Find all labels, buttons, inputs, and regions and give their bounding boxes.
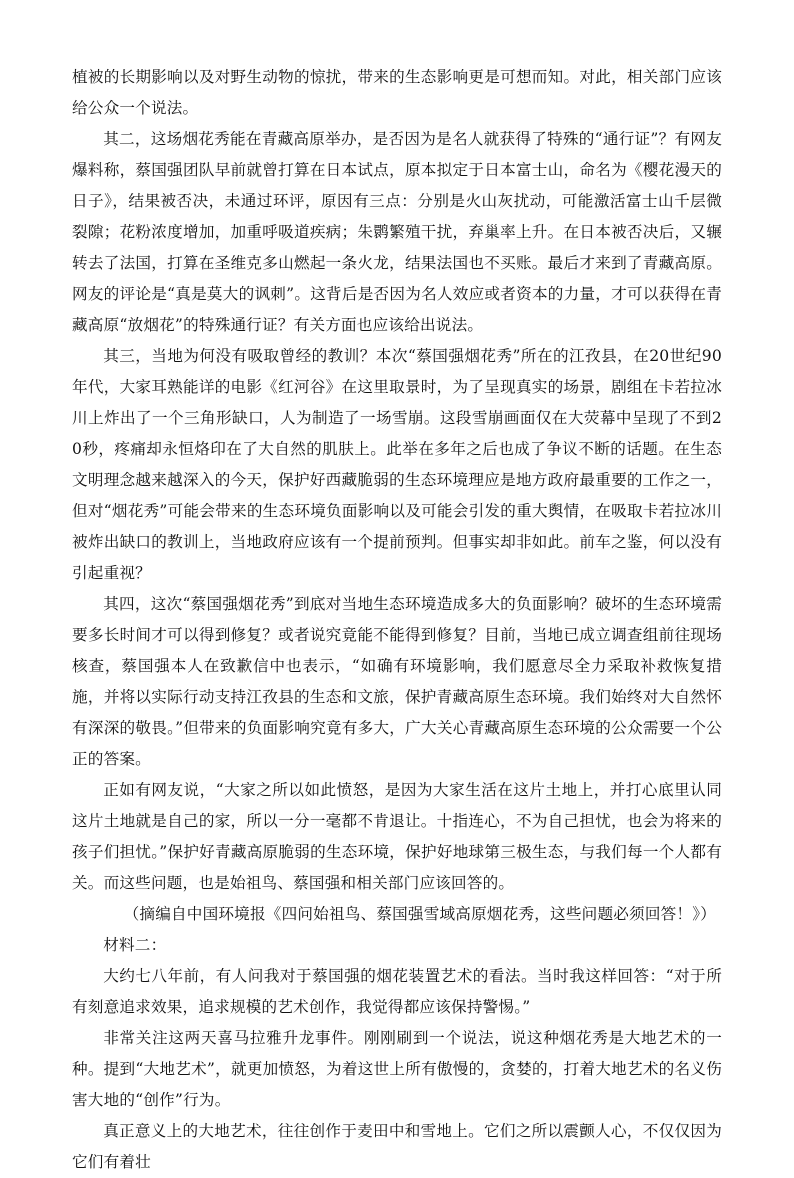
paragraph-material-two-2: 非常关注这两天喜马拉雅升龙事件。刚刚刷到一个说法，说这种烟花秀是大地艺术的一种。提到“大地艺术”，就更加愤怒，为着这世上所有傲慢的，贪婪的，打着大地艺术的名义伤害大地的“创作”行为。: [72, 1029, 722, 1109]
paragraph-continued: 植被的长期影响以及对野生动物的惊扰，带来的生态影响更是可想而知。对此，相关部门应该给公众一个说法。: [72, 68, 722, 117]
paragraph-point-three: 其三，当地为何没有吸取曾经的教训？本次“蔡国强烟花秀”所在的江孜县，在20世纪90年代，大家耳熟能详的电影《红河谷》在这里取景时，为了呈现真实的场景，剧组在卡若拉冰川上炸出了一个三角形缺口，人为制造了一场雪崩。这段雪崩画面仅在大荧幕中呈现了不到20秒，疼痛却永恒烙印在了大自然的肌肤上。此举在多年之后也成了争议不断的话题。在生态文明理念越来越深入的今天，保护好西藏脆弱的生态环境理应是地方政府最重要的工作之一，但对“烟花秀”可能会带来的生态环境负面影响以及可能会引发的重大舆情，在吸取卡若拉冰川被炸出缺口的教训上，当地政府应该有一个提前预判。但事实却非如此。前车之鉴，何以没有引起重视？: [72, 347, 722, 582]
document-page: [72, 62, 722, 1178]
paragraph-conclusion: 正如有网友说，“大家之所以如此愤怒，是因为大家生活在这片土地上，并打心底里认同这片土地就是自己的家，所以一分一毫都不肯退让。十指连心，不为自己担忧，也会为将来的孩子们担忧。”保护好青藏高原脆弱的生态环境，保护好地球第三极生态，与我们每一个人都有关。而这些问题，也是始祖鸟、蔡国强和相关部门应该回答的。: [72, 781, 722, 892]
material-two-heading: 材料二：: [103, 936, 167, 954]
paragraph-point-two: 其二，这场烟花秀能在青藏高原举办，是否因为是名人就获得了特殊的“通行证”？有网友爆料称，蔡国强团队早前就曾打算在日本试点，原本拟定于日本富士山，命名为《樱花漫天的日子》，结果被否决，未通过环评，原因有三点：分别是火山灰扰动，可能激活富士山千层微裂隙；花粉浓度增加，加重呼吸道疾病；朱鹮繁殖干扰，弃巢率上升。在日本被否决后，又辗转去了法国，打算在圣维克多山燃起一条火龙，结果法国也不买账。最后才来到了青藏高原。网友的评论是“真是莫大的讽刺”。这背后是否因为名人效应或者资本的力量，才可以获得在青藏高原“放烟花”的特殊通行证？有关方面也应该给出说法。: [72, 130, 722, 334]
paragraph-point-four: 其四，这次“蔡国强烟花秀”到底对当地生态环境造成多大的负面影响？破坏的生态环境需要多长时间才可以得到修复？或者说究竟能不能得到修复？目前，当地已成立调查组前往现场核查，蔡国强本人在致歉信中也表示，“如确有环境影响，我们愿意尽全力采取补救恢复措施，并将以实际行动支持江孜县的生态和文旅，保护青藏高原生态环境。我们始终对大自然怀有深深的敬畏。”但带来的负面影响究竟有多大，广大关心青藏高原生态环境的公众需要一个公正的答案。: [72, 595, 722, 768]
paragraph-material-two-3: 真正意义上的大地艺术，往往创作于麦田中和雪地上。它们之所以震颤人心，不仅仅因为它们有着壮: [72, 1122, 722, 1171]
paragraph-material-two-1: 大约七八年前，有人问我对于蔡国强的烟花装置艺术的看法。当时我这样回答：“对于所有刻意追求效果，追求规模的艺术创作，我觉得都应该保持警惕。”: [72, 967, 722, 1016]
source-citation: （摘编自中国环境报《四问始祖鸟、蔡国强雪域高原烟花秀，这些问题必须回答！》）: [123, 905, 716, 923]
